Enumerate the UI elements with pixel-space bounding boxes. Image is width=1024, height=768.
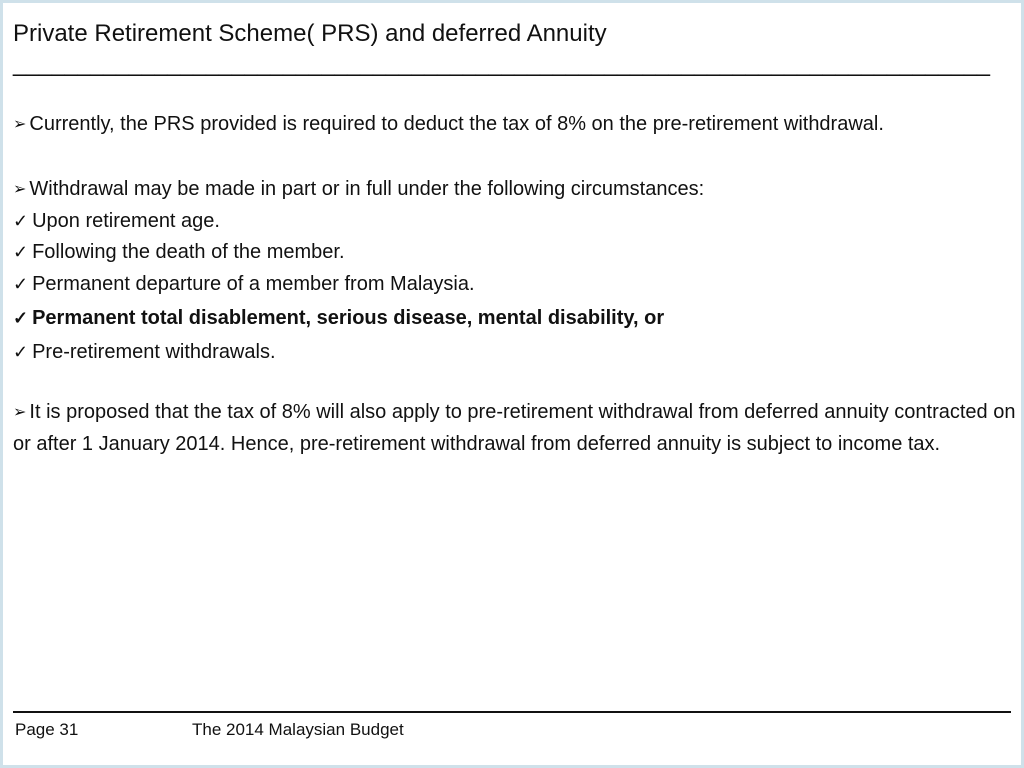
checkmark-icon: ✓ <box>13 211 29 231</box>
check-item <box>13 237 345 267</box>
footer-page-number: Page 31 <box>15 720 79 739</box>
check-text: Pre-retirement withdrawals. <box>32 341 276 363</box>
arrow-bullet-icon: ➢ <box>13 181 27 198</box>
footer-document-title: The 2014 Malaysian Budget <box>192 720 404 739</box>
checkmark-icon: ✓ <box>13 308 29 328</box>
bullet-item <box>13 174 704 206</box>
footer-divider <box>13 711 1011 713</box>
bullet-text: Withdrawal may be made in part or in full under the following circumstances: <box>29 178 705 200</box>
check-item <box>13 269 475 299</box>
check-text: Permanent departure of a member from Malaysia. <box>32 273 475 295</box>
bullet-text: It is proposed that the tax of 8% will also apply to pre-retirement withdrawal from deferred annuity contracted on or after 1 January 2014. Hence, pre-retirement withdrawal from deferred annuity is subject to income tax. <box>13 401 1016 455</box>
arrow-bullet-icon: ➢ <box>13 404 27 421</box>
title-underline: ____________________________________________________________________________ <box>13 50 990 77</box>
check-text: Following the death of the member. <box>32 241 345 263</box>
check-item <box>13 303 664 333</box>
bullet-text: Currently, the PRS provided is required to deduct the tax of 8% on the pre-retirement withdrawal. <box>29 113 884 135</box>
checkmark-icon: ✓ <box>13 342 29 362</box>
arrow-bullet-icon: ➢ <box>13 116 27 133</box>
slide-title: Private Retirement Scheme( PRS) and deferred Annuity <box>13 20 607 47</box>
bullet-item <box>13 109 884 141</box>
check-text: Permanent total disablement, serious disease, mental disability, or <box>32 307 665 329</box>
check-item <box>13 206 220 236</box>
bullet-item <box>13 397 1017 459</box>
checkmark-icon: ✓ <box>13 274 29 294</box>
check-text: Upon retirement age. <box>32 210 220 232</box>
check-item <box>13 337 276 367</box>
checkmark-icon: ✓ <box>13 242 29 262</box>
